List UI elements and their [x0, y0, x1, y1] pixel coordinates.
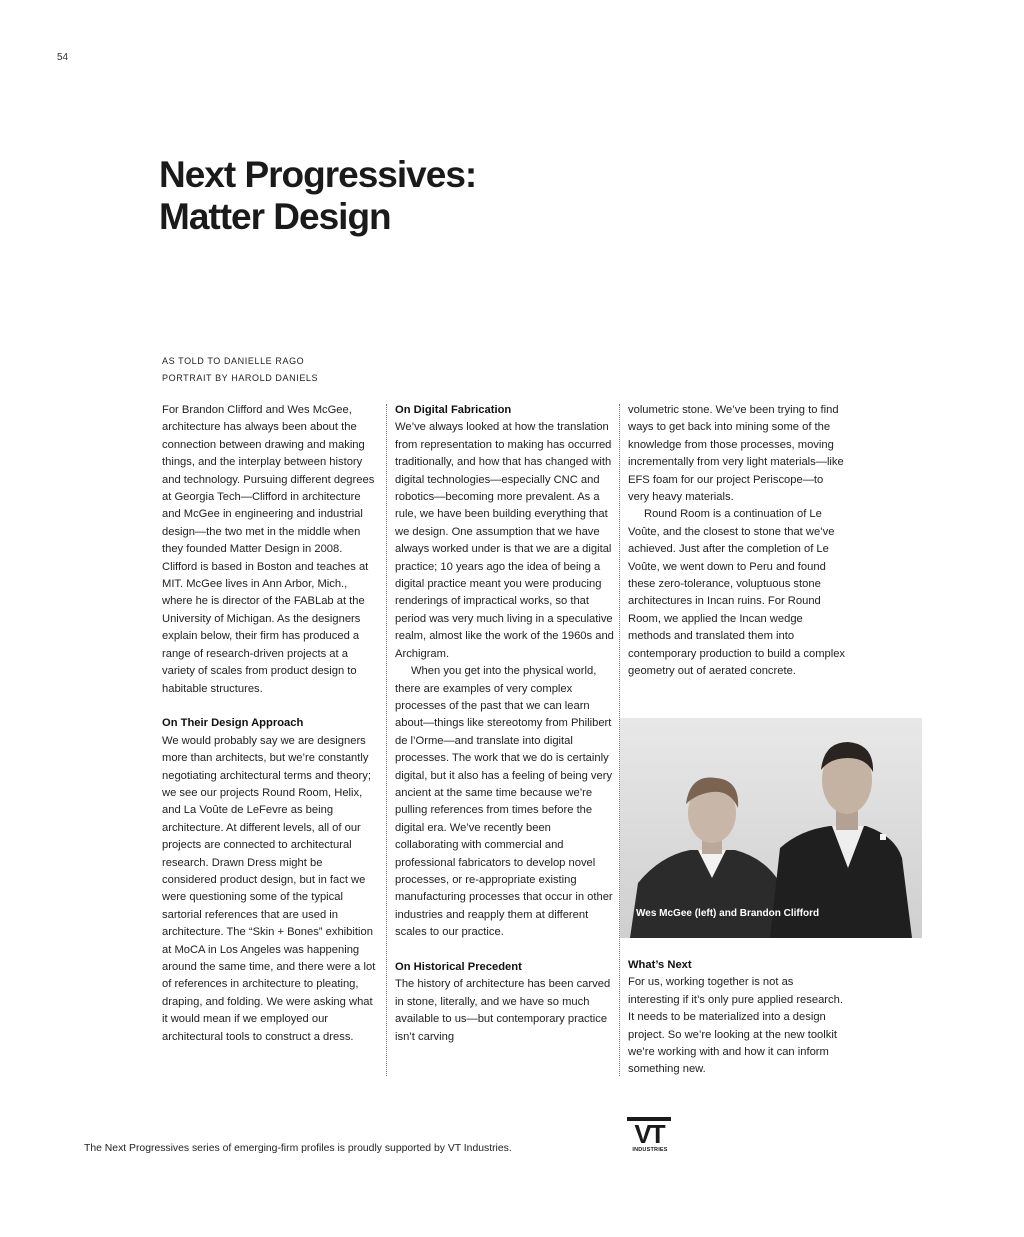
historical-precedent-continued: volumetric stone. We’ve been trying to find ways to get back into mining some of the knowledge from those processes, moving incrementally from very light materials—like EFS foam for our project Periscope—to very heavy materials. — [628, 404, 844, 504]
credit-photographer: PORTRAIT BY HAROLD DANIELS — [162, 373, 319, 383]
section-heading-whats-next: What’s Next — [628, 959, 692, 971]
portrait-photo — [620, 718, 922, 938]
whats-next-paragraph: For us, working together is not as interesting if it’s only pure applied research. It needs to be materialized into a design project. So we’re looking at the new toolkit we’re working with and how it can inform something new. — [628, 976, 843, 1076]
logo-mark: VT — [627, 1117, 671, 1147]
digital-fabrication-paragraph-2: When you get into the physical world, there are examples of very complex processes of the past that we can learn about—things like stereotomy from Philibert de l’Orme—and translate into digital processes. The work that we do is certainly digital, but it also has a feeling of being very ancient at the same time because we’re pulling references from times before the digital era. We’ve recently been collaborating with commercial and professional fabricators to develop novel processes, or re-appropriate existing manufacturing processes that occur in other industries and reapply them at different scales to our practice. — [395, 665, 613, 939]
round-room-paragraph: Round Room is a continuation of Le Voûte, and the closest to stone that we’ve achieved. Just after the completion of Le Voûte, we went down to Peru and found these zero-tolerance, voluptuous stone architectures in Incan ruins. For Round Room, we applied the Incan wedge methods and translated them into contemporary production to build a complex geometry out of aerated concrete. — [628, 508, 846, 678]
intro-paragraph: For Brandon Clifford and Wes McGee, architecture has always been about the connection between drawing and making things, and the interplay between history and technology. Pursuing different degrees at Georgia Tech—Clifford in architecture and McGee in engineering and industrial design—the two met in the middle when they founded Matter Design in 2008. Clifford is based in Boston and teaches at MIT. McGee lives in Ann Arbor, Mich., where he is director of the FABLab at the University of Michigan. As the designers explain below, their firm has produced a range of research-driven projects at a variety of scales from product design to habitable structures. — [162, 404, 375, 695]
credit-interviewer: AS TOLD TO DANIELLE RAGO — [162, 356, 305, 366]
digital-fabrication-paragraph-1: We’ve always looked at how the translation from representation to making has occurred traditionally, and how that has changed with digital technologies—especially CNC and robotics—becoming more prevalent. As a rule, we have been building everything that we design. One assumption that we have always worked under is that we are a digital practice; 10 years ago the idea of being a digital practice meant you were producing renderings of impractical works, so that period was very much living in a speculative realm, almost like the work of the 1960s and Archigram. — [395, 421, 614, 660]
spacer — [395, 942, 615, 959]
sponsor-note: The Next Progressives series of emerging-firm profiles is proudly supported by VT Industries. — [84, 1143, 512, 1154]
vt-industries-logo — [627, 1117, 673, 1153]
column-3 — [628, 402, 846, 681]
historical-precedent-paragraph: The history of architecture has been carved in stone, literally, and we have so much available to us—but contemporary practice isn’t carving — [395, 978, 611, 1043]
title-line-1: Next Progressives: — [159, 154, 477, 195]
page-number: 54 — [57, 52, 69, 63]
logo-subtitle: INDUSTRIES — [632, 1147, 668, 1153]
column-1 — [162, 402, 380, 1046]
article-title — [159, 154, 476, 238]
article-credits — [162, 353, 318, 387]
design-approach-paragraph: We would probably say we are designers more than architects, but we’re constantly negotiating architectural terms and theory; we see our projects Round Room, Helix, and La Voûte de LeFevre as being architecture. At different levels, all of our projects are connected to architectural research. Drawn Dress might be considered product design, but in fact we were questioning some of the typical sartorial references that are used in architecture. The “Skin + Bones” exhibition at MoCA in Los Angeles was happening around the same time, and there were a lot of references in architecture to pleating, draping, and folding. We were asking what it would mean if we employed our architectural tools to construct a dress. — [162, 734, 376, 1043]
photo-caption: Wes McGee (left) and Brandon Clifford — [636, 908, 820, 919]
section-heading-digital-fabrication: On Digital Fabrication — [395, 404, 512, 416]
portrait-illustration — [620, 718, 922, 938]
column-divider-1 — [386, 404, 387, 1076]
column-3-bottom — [628, 957, 846, 1079]
section-heading-design-approach: On Their Design Approach — [162, 717, 304, 730]
column-2 — [395, 402, 615, 1046]
spacer — [162, 698, 380, 715]
section-heading-historical-precedent: On Historical Precedent — [395, 960, 522, 973]
title-line-2: Matter Design — [159, 196, 391, 237]
